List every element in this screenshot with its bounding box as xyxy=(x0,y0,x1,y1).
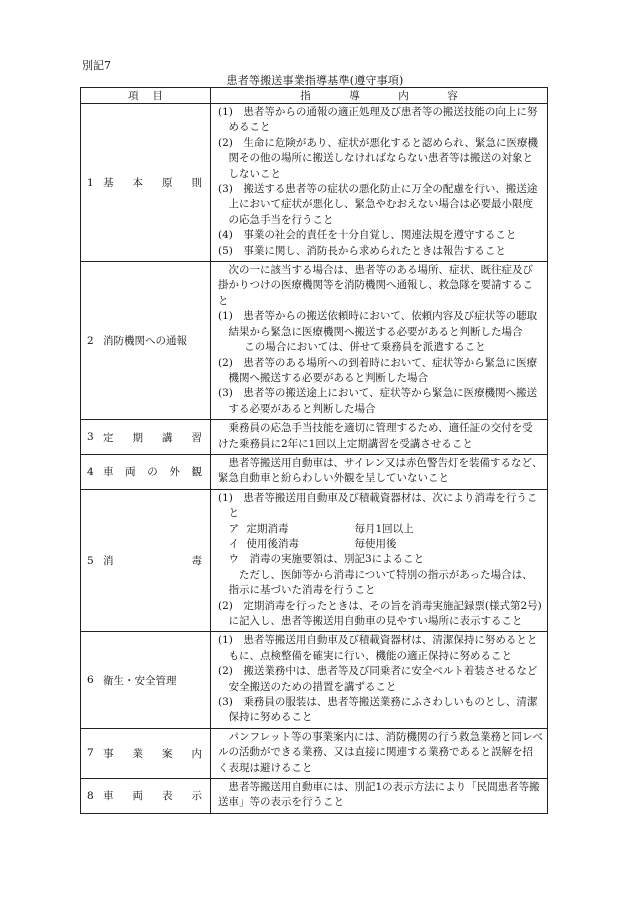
item-cell xyxy=(81,454,211,489)
item-number: 6 xyxy=(87,674,94,687)
guidance-paragraph: (3) 搬送する患者等の症状の悪化防止に万全の配慮を行い、搬送途上において症状が悪化し、緊急やむおえない場合は必要最小限度の応急手当を行うこと xyxy=(218,183,538,226)
table-row xyxy=(81,728,548,778)
schedule-key: ア xyxy=(228,522,239,535)
item-name-char: 観 xyxy=(191,466,202,479)
schedule-line xyxy=(218,522,543,537)
header-guidance-char: 内 xyxy=(398,90,409,102)
item-label xyxy=(87,430,202,445)
item-name xyxy=(103,788,202,803)
guidance-paragraph: 患者等搬送用自動車は、サイレン又は赤色警告灯を装備するなど、緊急自動車と紛らわしい外観を呈していないこと xyxy=(218,456,543,485)
header-guidance-char: 指 xyxy=(300,90,311,102)
item-label xyxy=(87,333,202,348)
item-name-char: 則 xyxy=(191,177,202,190)
table-row xyxy=(81,632,548,728)
item-name-char: 車 xyxy=(103,466,114,479)
guidance-paragraph: (2) 患者等のある場所への到着時において、症状等から緊急に医療機関へ搬送する必要があると判断した場合 xyxy=(218,356,538,384)
table-row xyxy=(81,779,548,814)
schedule-line xyxy=(218,537,543,552)
item-name-char: 講 xyxy=(162,431,173,444)
schedule-name: 使用後消毒 xyxy=(246,537,299,550)
item-number: 1 xyxy=(87,176,94,189)
item-name-char: 両 xyxy=(125,466,136,479)
header-guidance-char: 導 xyxy=(349,90,360,102)
item-name-char: 内 xyxy=(191,747,202,760)
item-name-char: 基 xyxy=(103,177,114,190)
item-number: 2 xyxy=(87,334,94,347)
item-name-char: 定 xyxy=(103,431,114,444)
guidance-cell xyxy=(211,104,548,262)
item-name-char: 表 xyxy=(162,790,173,803)
guidance-cell xyxy=(211,728,548,778)
guidance-cell xyxy=(211,420,548,455)
table-header-row xyxy=(81,88,548,104)
header-item-char: 項 xyxy=(128,90,139,102)
guidance-paragraph: (2) 生命に危険があり、症状が悪化すると認められ、緊急に医療機関その他の場所に搬送しなければならない患者等は搬送の対象としないこと xyxy=(218,136,539,180)
header-item xyxy=(81,88,211,104)
guidance-paragraph: (3) 患者等の搬送途上において、症状等から緊急に医療機関へ搬送する必要があると判断した場合 xyxy=(218,387,538,415)
item-name-char: 業 xyxy=(132,747,143,760)
table-row xyxy=(81,104,548,262)
guidance-paragraph: (1) 患者等搬送用自動車及び積載資器材は、清潔保持に努めるとともに、点検整備を確実に行い、機能の適正保持に努めること xyxy=(218,634,538,662)
item-number: 5 xyxy=(87,554,94,567)
header-guidance-char: 容 xyxy=(447,90,458,102)
guidance-cell xyxy=(211,262,548,420)
item-name-char: 案 xyxy=(162,747,173,760)
item-label xyxy=(87,746,202,761)
item-number: 7 xyxy=(87,747,94,760)
item-name-char: 習 xyxy=(191,431,202,444)
guidance-cell xyxy=(211,454,548,489)
item-name-char: 事 xyxy=(103,747,114,760)
item-cell xyxy=(81,489,211,632)
guidance-paragraph: (2) 定期消毒を行ったときは、その旨を消毒実施記録票(様式第2号)に記入し、患者等搬送用自動車の見やすい場所に表示すること xyxy=(218,599,542,627)
item-name-char: 毒 xyxy=(191,555,202,568)
item-name: 消防機関への通報 xyxy=(103,335,187,348)
header-item-char: 目 xyxy=(152,90,163,102)
guidance-paragraph: ただし、医師等から消毒について特別の指示があった場合は、指示に基づいた消毒を行うこと xyxy=(228,568,533,597)
item-cell xyxy=(81,779,211,814)
guidance-paragraph: (5) 事業に関し、消防長から求められたときは報告すること xyxy=(218,244,506,257)
document-title: 患者等搬送事業指導基準(遵守事項) xyxy=(226,74,404,87)
item-cell xyxy=(81,632,211,728)
guidance-paragraph: この場合においては、併せて乗務員を派遣すること xyxy=(244,341,486,354)
guidance-paragraph: (1) 患者等搬送用自動車及び積載資器材は、次により消毒を行うこと xyxy=(218,491,538,520)
guidance-cell xyxy=(211,779,548,814)
item-name xyxy=(103,430,202,445)
item-label xyxy=(87,553,202,568)
item-label xyxy=(87,788,202,803)
item-name-char: 消 xyxy=(103,555,114,568)
item-name-char: 本 xyxy=(132,177,143,190)
guidance-paragraph: (4) 事業の社会的責任を十分自覚し、関連法規を遵守すること xyxy=(218,229,517,242)
guidance-cell xyxy=(211,489,548,632)
item-name xyxy=(103,464,202,479)
item-number: 3 xyxy=(87,431,94,444)
item-name xyxy=(103,175,202,190)
item-label xyxy=(87,175,202,190)
guidance-paragraph: 患者等搬送用自動車には、別記1の表示方法により「民間患者等搬送車」等の表示を行うこと xyxy=(218,781,540,809)
annex-label: 別記7 xyxy=(82,59,111,72)
item-name-char: 期 xyxy=(132,431,143,444)
item-name xyxy=(103,746,202,761)
item-name-char: 原 xyxy=(162,177,173,190)
schedule-name: 定期消毒 xyxy=(246,522,289,535)
guidance-paragraph: ウ 消毒の実施要領は、別記3によること xyxy=(228,553,425,566)
header-guidance xyxy=(211,88,548,104)
table-row xyxy=(81,489,548,632)
item-name-char: 車 xyxy=(103,790,114,803)
guidance-paragraph: (1) 患者等からの通報の適正処理及び患者等の搬送技能の向上に努めること xyxy=(218,106,538,134)
guidance-paragraph: 次の一に該当する場合は、患者等のある場所、症状、既往症及び掛かりつけの医療機関等を消防機関へ通報し、救急隊を要請すること xyxy=(218,264,533,307)
item-name: 衛生・安全管理 xyxy=(103,674,177,687)
item-name-char: の xyxy=(147,466,158,479)
guidance-paragraph: パンフレット等の事業案内には、消防機関の行う救急業務と同レベルの活動ができる業務、又は直接に関連する業務であると誤解を招く表現は避けること xyxy=(218,730,543,774)
item-cell xyxy=(81,420,211,455)
item-cell xyxy=(81,104,211,262)
table-row xyxy=(81,420,548,455)
item-cell xyxy=(81,728,211,778)
item-name xyxy=(103,553,202,568)
guidance-cell xyxy=(211,632,548,728)
guidance-paragraph: (3) 乗務員の服装は、患者等搬送業務にふさわしいものとし、清潔保持に努めること xyxy=(218,696,538,724)
table-row xyxy=(81,262,548,420)
item-name-char: 外 xyxy=(169,466,180,479)
item-cell xyxy=(81,262,211,420)
schedule-value: 毎月1回以上 xyxy=(354,522,414,535)
item-name-char: 両 xyxy=(132,790,143,803)
item-label xyxy=(87,673,202,688)
schedule-value: 毎使用後 xyxy=(354,537,397,550)
guidance-paragraph: (2) 搬送業務中は、患者等及び同乗者に安全ベルト着装させるなど安全搬送のための措置を講ずること xyxy=(218,665,538,693)
guidance-paragraph: 乗務員の応急手当技能を適切に管理するため、適任証の交付を受けた乗務員に2年に1回以上定期講習を受講させること xyxy=(218,422,533,450)
item-label xyxy=(87,464,202,479)
item-number: 8 xyxy=(87,789,94,802)
guidance-paragraph: (1) 患者等からの搬送依頼時において、依頼内容及び症状等の聴取結果から緊急に医療機関へ搬送する必要があると判断した場合 xyxy=(218,310,538,338)
guidance-table xyxy=(80,87,548,814)
item-name-char: 示 xyxy=(191,790,202,803)
table-row xyxy=(81,454,548,489)
item-number: 4 xyxy=(87,465,94,478)
schedule-key: イ xyxy=(228,537,239,550)
